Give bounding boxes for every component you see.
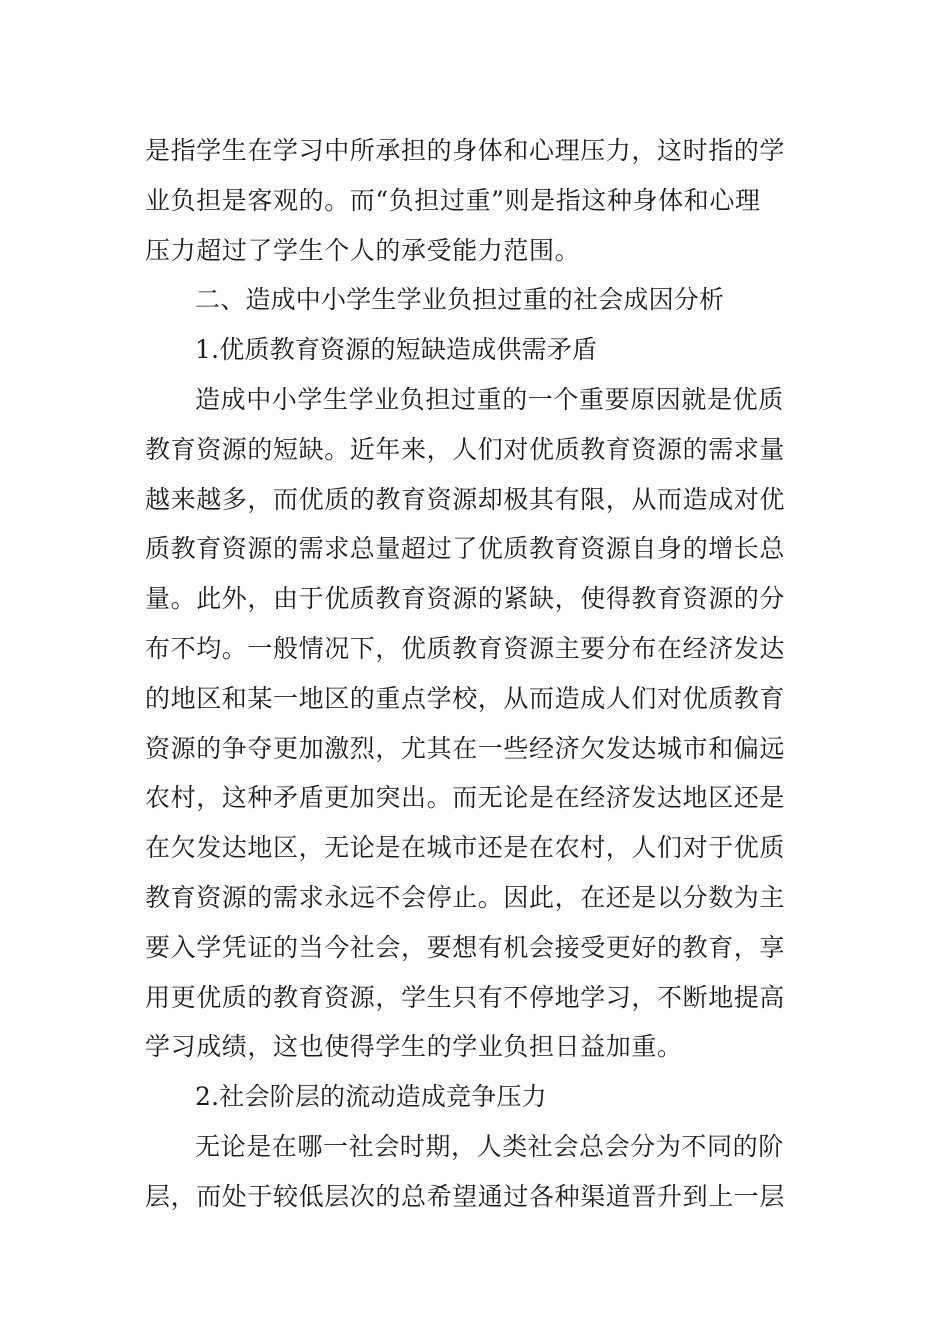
paragraph-line: 无论是在哪一社会时期，人类社会总会分为不同的阶	[195, 1131, 784, 1161]
subsection-heading: 1.优质教育资源的短缺造成供需矛盾	[195, 335, 598, 365]
paragraph-line: 是指学生在学习中所承担的身体和心理压力，这时指的学	[145, 136, 786, 165]
paragraph-line: 量。此外，由于优质教育资源的紧缺，使得教育资源的分	[145, 584, 786, 614]
paragraph-line: 业负担是客观的。而“负担过重”则是指这种身体和心理	[145, 185, 761, 215]
paragraph-line: 农村，这种矛盾更加突出。而无论是在经济发达地区还是	[145, 783, 786, 813]
paragraph-line: 教育资源的需求永远不会停止。因此，在还是以分数为主	[145, 882, 786, 912]
paragraph-line: 在欠发达地区，无论是在城市还是在农村，人们对于优质	[145, 833, 786, 863]
section-heading: 二、造成中小学生学业负担过重的社会成因分析	[195, 285, 725, 315]
paragraph-line: 层，而处于较低层次的总希望通过各种渠道晋升到上一层	[145, 1181, 786, 1211]
paragraph-line: 要入学凭证的当今社会，要想有机会接受更好的教育，享	[145, 932, 786, 962]
paragraph-line: 资源的争夺更加激烈，尤其在一些经济欠发达城市和偏远	[145, 733, 786, 763]
subsection-heading: 2.社会阶层的流动造成竞争压力	[195, 1082, 547, 1112]
paragraph-line: 越来越多，而优质的教育资源却极其有限，从而造成对优	[145, 484, 786, 514]
paragraph-line: 压力超过了学生个人的承受能力范围。	[145, 235, 581, 265]
paragraph-line: 学习成绩，这也使得学生的学业负担日益加重。	[145, 1032, 683, 1062]
paragraph-line: 教育资源的短缺。近年来，人们对优质教育资源的需求量	[145, 434, 786, 464]
paragraph-line: 布不均。一般情况下，优质教育资源主要分布在经济发达	[145, 633, 786, 663]
paragraph-line: 质教育资源的需求总量超过了优质教育资源自身的增长总	[145, 534, 786, 564]
body-text	[145, 126, 785, 1222]
paragraph-line: 造成中小学生学业负担过重的一个重要原因就是优质	[195, 384, 784, 414]
paragraph-line: 用更优质的教育资源，学生只有不停地学习，不断地提高	[145, 982, 786, 1012]
paragraph-line: 的地区和某一地区的重点学校，从而造成人们对优质教育	[145, 683, 786, 713]
